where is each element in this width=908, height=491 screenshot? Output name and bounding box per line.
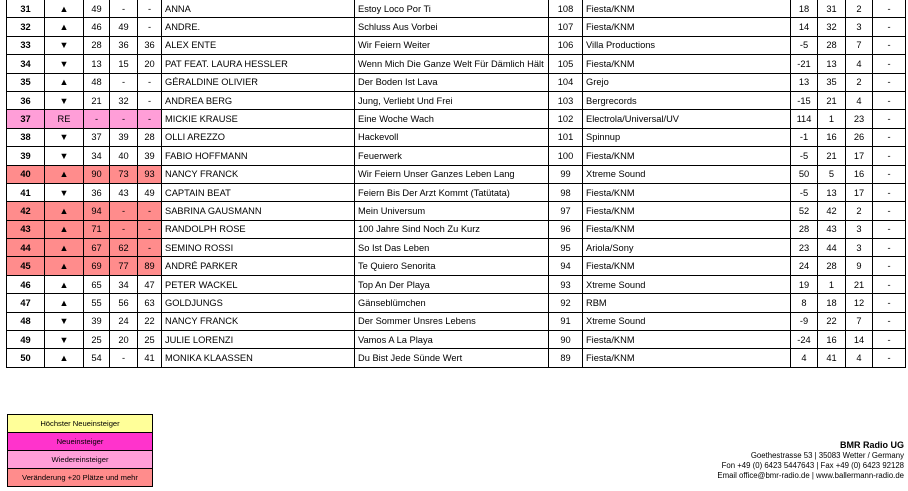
record-label: Ariola/Sony bbox=[583, 239, 791, 257]
previous-week-2: - bbox=[110, 349, 138, 367]
previous-week-1: 90 bbox=[84, 165, 110, 183]
previous-week-2: - bbox=[110, 73, 138, 91]
weeks-in-chart: 3 bbox=[846, 18, 873, 36]
previous-week-2: 73 bbox=[110, 165, 138, 183]
artist-name: ANNA bbox=[162, 0, 355, 18]
previous-week-3: - bbox=[138, 239, 162, 257]
previous-week-2: 15 bbox=[110, 55, 138, 73]
points: 98 bbox=[549, 183, 583, 201]
points: 101 bbox=[549, 128, 583, 146]
extra-value: - bbox=[873, 349, 906, 367]
previous-week-1: 37 bbox=[84, 128, 110, 146]
peak-position: 21 bbox=[818, 91, 846, 109]
weeks-in-chart: 2 bbox=[846, 0, 873, 18]
previous-week-1: 69 bbox=[84, 257, 110, 275]
previous-week-2: 77 bbox=[110, 257, 138, 275]
weeks-in-chart: 23 bbox=[846, 110, 873, 128]
weeks-in-chart: 17 bbox=[846, 183, 873, 201]
company-info bbox=[717, 439, 904, 481]
weeks-in-chart: 21 bbox=[846, 275, 873, 293]
points: 93 bbox=[549, 275, 583, 293]
record-label: Fiesta/KNM bbox=[583, 349, 791, 367]
previous-week-1: 65 bbox=[84, 275, 110, 293]
record-label: Fiesta/KNM bbox=[583, 147, 791, 165]
points: 91 bbox=[549, 312, 583, 330]
points: 107 bbox=[549, 18, 583, 36]
points: 106 bbox=[549, 36, 583, 54]
song-title: Schluss Aus Vorbei bbox=[355, 18, 549, 36]
previous-week-2: 62 bbox=[110, 239, 138, 257]
previous-week-2: 43 bbox=[110, 183, 138, 201]
change-value: -5 bbox=[791, 147, 818, 165]
legend-item: Wiedereinsteiger bbox=[7, 450, 153, 469]
trend-indicator: ▲ bbox=[45, 0, 84, 18]
peak-position: 13 bbox=[818, 55, 846, 73]
points: 104 bbox=[549, 73, 583, 91]
peak-position: 28 bbox=[818, 36, 846, 54]
change-value: 18 bbox=[791, 0, 818, 18]
weeks-in-chart: 2 bbox=[846, 73, 873, 91]
peak-position: 28 bbox=[818, 257, 846, 275]
table-row bbox=[7, 165, 906, 183]
table-row bbox=[7, 312, 906, 330]
table-row bbox=[7, 18, 906, 36]
previous-week-3: 89 bbox=[138, 257, 162, 275]
extra-value: - bbox=[873, 36, 906, 54]
table-row bbox=[7, 331, 906, 349]
previous-week-3: 28 bbox=[138, 128, 162, 146]
previous-week-3: 47 bbox=[138, 275, 162, 293]
table-row bbox=[7, 257, 906, 275]
record-label: Spinnup bbox=[583, 128, 791, 146]
weeks-in-chart: 2 bbox=[846, 202, 873, 220]
record-label: Grejo bbox=[583, 73, 791, 91]
chart-position: 45 bbox=[7, 257, 45, 275]
record-label: RBM bbox=[583, 294, 791, 312]
song-title: Wenn Mich Die Ganze Welt Für Dämlich Hält bbox=[355, 55, 549, 73]
chart-position: 37 bbox=[7, 110, 45, 128]
points: 102 bbox=[549, 110, 583, 128]
previous-week-2: - bbox=[110, 0, 138, 18]
chart-position: 43 bbox=[7, 220, 45, 238]
extra-value: - bbox=[873, 312, 906, 330]
record-label: Fiesta/KNM bbox=[583, 55, 791, 73]
weeks-in-chart: 4 bbox=[846, 91, 873, 109]
points: 92 bbox=[549, 294, 583, 312]
artist-name: OLLI AREZZO bbox=[162, 128, 355, 146]
peak-position: 35 bbox=[818, 73, 846, 91]
chart-position: 46 bbox=[7, 275, 45, 293]
peak-position: 16 bbox=[818, 331, 846, 349]
change-value: 8 bbox=[791, 294, 818, 312]
artist-name: SABRINA GAUSMANN bbox=[162, 202, 355, 220]
previous-week-1: 94 bbox=[84, 202, 110, 220]
change-value: 24 bbox=[791, 257, 818, 275]
change-value: -21 bbox=[791, 55, 818, 73]
trend-indicator: ▼ bbox=[45, 147, 84, 165]
table-row bbox=[7, 128, 906, 146]
chart-position: 38 bbox=[7, 128, 45, 146]
record-label: Xtreme Sound bbox=[583, 165, 791, 183]
song-title: Wir Feiern Weiter bbox=[355, 36, 549, 54]
record-label: Fiesta/KNM bbox=[583, 331, 791, 349]
song-title: 100 Jahre Sind Noch Zu Kurz bbox=[355, 220, 549, 238]
extra-value: - bbox=[873, 128, 906, 146]
artist-name: ANDRÉ PARKER bbox=[162, 257, 355, 275]
company-contact: Email office@bmr-radio.de | www.ballermann-radio.de bbox=[717, 471, 904, 480]
extra-value: - bbox=[873, 110, 906, 128]
chart-position: 36 bbox=[7, 91, 45, 109]
trend-indicator: ▼ bbox=[45, 55, 84, 73]
chart-position: 34 bbox=[7, 55, 45, 73]
points: 95 bbox=[549, 239, 583, 257]
song-title: Vamos A La Playa bbox=[355, 331, 549, 349]
previous-week-1: 48 bbox=[84, 73, 110, 91]
previous-week-1: 55 bbox=[84, 294, 110, 312]
table-row bbox=[7, 239, 906, 257]
trend-indicator: ▲ bbox=[45, 239, 84, 257]
record-label: Villa Productions bbox=[583, 36, 791, 54]
change-value: -5 bbox=[791, 36, 818, 54]
chart-position: 44 bbox=[7, 239, 45, 257]
points: 108 bbox=[549, 0, 583, 18]
record-label: Fiesta/KNM bbox=[583, 0, 791, 18]
chart-position: 35 bbox=[7, 73, 45, 91]
peak-position: 22 bbox=[818, 312, 846, 330]
previous-week-2: 49 bbox=[110, 18, 138, 36]
table-row bbox=[7, 220, 906, 238]
legend bbox=[7, 415, 153, 487]
previous-week-3: 22 bbox=[138, 312, 162, 330]
previous-week-3: - bbox=[138, 73, 162, 91]
artist-name: ANDREA BERG bbox=[162, 91, 355, 109]
points: 90 bbox=[549, 331, 583, 349]
previous-week-3: - bbox=[138, 220, 162, 238]
points: 103 bbox=[549, 91, 583, 109]
weeks-in-chart: 3 bbox=[846, 220, 873, 238]
weeks-in-chart: 4 bbox=[846, 55, 873, 73]
previous-week-1: 13 bbox=[84, 55, 110, 73]
change-value: -9 bbox=[791, 312, 818, 330]
table-row bbox=[7, 294, 906, 312]
song-title: Jung, Verliebt Und Frei bbox=[355, 91, 549, 109]
chart-position: 31 bbox=[7, 0, 45, 18]
song-title: Te Quiero Senorita bbox=[355, 257, 549, 275]
artist-name: FABIO HOFFMANN bbox=[162, 147, 355, 165]
record-label: Fiesta/KNM bbox=[583, 183, 791, 201]
peak-position: 43 bbox=[818, 220, 846, 238]
peak-position: 5 bbox=[818, 165, 846, 183]
change-value: 13 bbox=[791, 73, 818, 91]
previous-week-1: 25 bbox=[84, 331, 110, 349]
change-value: -24 bbox=[791, 331, 818, 349]
table-row bbox=[7, 275, 906, 293]
previous-week-2: - bbox=[110, 202, 138, 220]
trend-indicator: ▲ bbox=[45, 294, 84, 312]
record-label: Fiesta/KNM bbox=[583, 220, 791, 238]
trend-indicator: ▲ bbox=[45, 257, 84, 275]
chart-position: 39 bbox=[7, 147, 45, 165]
extra-value: - bbox=[873, 0, 906, 18]
trend-indicator: ▲ bbox=[45, 275, 84, 293]
points: 94 bbox=[549, 257, 583, 275]
trend-indicator: ▲ bbox=[45, 73, 84, 91]
artist-name: GÉRALDINE OLIVIER bbox=[162, 73, 355, 91]
artist-name: NANCY FRANCK bbox=[162, 312, 355, 330]
company-address: Goethestrasse 53 | 35083 Wetter / Germany bbox=[750, 451, 904, 460]
previous-week-1: 71 bbox=[84, 220, 110, 238]
extra-value: - bbox=[873, 202, 906, 220]
song-title: Feuerwerk bbox=[355, 147, 549, 165]
previous-week-3: 36 bbox=[138, 36, 162, 54]
chart-body bbox=[7, 0, 906, 367]
weeks-in-chart: 7 bbox=[846, 312, 873, 330]
previous-week-2: 56 bbox=[110, 294, 138, 312]
table-row bbox=[7, 349, 906, 367]
trend-indicator: ▲ bbox=[45, 165, 84, 183]
previous-week-2: - bbox=[110, 220, 138, 238]
peak-position: 18 bbox=[818, 294, 846, 312]
chart-position: 48 bbox=[7, 312, 45, 330]
previous-week-1: 49 bbox=[84, 0, 110, 18]
previous-week-3: 41 bbox=[138, 349, 162, 367]
previous-week-2: 36 bbox=[110, 36, 138, 54]
previous-week-3: - bbox=[138, 202, 162, 220]
change-value: 19 bbox=[791, 275, 818, 293]
extra-value: - bbox=[873, 55, 906, 73]
trend-indicator: ▼ bbox=[45, 183, 84, 201]
table-row bbox=[7, 73, 906, 91]
extra-value: - bbox=[873, 183, 906, 201]
extra-value: - bbox=[873, 294, 906, 312]
trend-indicator: ▼ bbox=[45, 312, 84, 330]
peak-position: 16 bbox=[818, 128, 846, 146]
table-row bbox=[7, 202, 906, 220]
points: 96 bbox=[549, 220, 583, 238]
weeks-in-chart: 9 bbox=[846, 257, 873, 275]
peak-position: 42 bbox=[818, 202, 846, 220]
extra-value: - bbox=[873, 275, 906, 293]
artist-name: CAPTAIN BEAT bbox=[162, 183, 355, 201]
chart-position: 33 bbox=[7, 36, 45, 54]
chart-position: 50 bbox=[7, 349, 45, 367]
weeks-in-chart: 4 bbox=[846, 349, 873, 367]
previous-week-3: 39 bbox=[138, 147, 162, 165]
previous-week-2: - bbox=[110, 110, 138, 128]
previous-week-1: 54 bbox=[84, 349, 110, 367]
points: 99 bbox=[549, 165, 583, 183]
trend-indicator: ▼ bbox=[45, 36, 84, 54]
artist-name: NANCY FRANCK bbox=[162, 165, 355, 183]
chart-position: 49 bbox=[7, 331, 45, 349]
previous-week-3: 49 bbox=[138, 183, 162, 201]
previous-week-3: 25 bbox=[138, 331, 162, 349]
change-value: -15 bbox=[791, 91, 818, 109]
peak-position: 31 bbox=[818, 0, 846, 18]
previous-week-1: 36 bbox=[84, 183, 110, 201]
previous-week-1: 28 bbox=[84, 36, 110, 54]
legend-item: Veränderung +20 Plätze und mehr bbox=[7, 468, 153, 487]
previous-week-3: 20 bbox=[138, 55, 162, 73]
trend-indicator: ▼ bbox=[45, 128, 84, 146]
song-title: Hackevoll bbox=[355, 128, 549, 146]
extra-value: - bbox=[873, 91, 906, 109]
record-label: Electrola/Universal/UV bbox=[583, 110, 791, 128]
record-label: Xtreme Sound bbox=[583, 275, 791, 293]
song-title: Wir Feiern Unser Ganzes Leben Lang bbox=[355, 165, 549, 183]
song-title: So Ist Das Leben bbox=[355, 239, 549, 257]
trend-indicator: ▲ bbox=[45, 220, 84, 238]
table-row bbox=[7, 110, 906, 128]
peak-position: 1 bbox=[818, 275, 846, 293]
change-value: 23 bbox=[791, 239, 818, 257]
points: 97 bbox=[549, 202, 583, 220]
record-label: Fiesta/KNM bbox=[583, 257, 791, 275]
artist-name: RANDOLPH ROSE bbox=[162, 220, 355, 238]
table-row bbox=[7, 183, 906, 201]
change-value: -1 bbox=[791, 128, 818, 146]
change-value: 114 bbox=[791, 110, 818, 128]
points: 105 bbox=[549, 55, 583, 73]
extra-value: - bbox=[873, 165, 906, 183]
record-label: Fiesta/KNM bbox=[583, 202, 791, 220]
company-name: BMR Radio UG bbox=[840, 440, 904, 450]
previous-week-1: 67 bbox=[84, 239, 110, 257]
song-title: Gänseblümchen bbox=[355, 294, 549, 312]
extra-value: - bbox=[873, 331, 906, 349]
extra-value: - bbox=[873, 147, 906, 165]
chart-table bbox=[6, 0, 906, 368]
song-title: Der Boden Ist Lava bbox=[355, 73, 549, 91]
change-value: -5 bbox=[791, 183, 818, 201]
table-row bbox=[7, 147, 906, 165]
artist-name: PETER WACKEL bbox=[162, 275, 355, 293]
table-row bbox=[7, 0, 906, 18]
song-title: Eine Woche Wach bbox=[355, 110, 549, 128]
previous-week-1: 39 bbox=[84, 312, 110, 330]
company-phone: Fon +49 (0) 6423 5447643 | Fax +49 (0) 6423 92128 bbox=[721, 461, 904, 470]
artist-name: ANDRE. bbox=[162, 18, 355, 36]
song-title: Du Bist Jede Sünde Wert bbox=[355, 349, 549, 367]
extra-value: - bbox=[873, 220, 906, 238]
previous-week-2: 40 bbox=[110, 147, 138, 165]
chart-position: 41 bbox=[7, 183, 45, 201]
weeks-in-chart: 17 bbox=[846, 147, 873, 165]
points: 89 bbox=[549, 349, 583, 367]
artist-name: PAT FEAT. LAURA HESSLER bbox=[162, 55, 355, 73]
previous-week-3: 63 bbox=[138, 294, 162, 312]
previous-week-2: 34 bbox=[110, 275, 138, 293]
change-value: 4 bbox=[791, 349, 818, 367]
previous-week-3: - bbox=[138, 91, 162, 109]
weeks-in-chart: 12 bbox=[846, 294, 873, 312]
trend-indicator: ▲ bbox=[45, 349, 84, 367]
chart-position: 40 bbox=[7, 165, 45, 183]
trend-indicator: ▼ bbox=[45, 331, 84, 349]
extra-value: - bbox=[873, 239, 906, 257]
trend-indicator: RE bbox=[45, 110, 84, 128]
artist-name: ALEX ENTE bbox=[162, 36, 355, 54]
song-title: Top An Der Playa bbox=[355, 275, 549, 293]
weeks-in-chart: 16 bbox=[846, 165, 873, 183]
peak-position: 21 bbox=[818, 147, 846, 165]
chart-position: 32 bbox=[7, 18, 45, 36]
change-value: 14 bbox=[791, 18, 818, 36]
previous-week-2: 20 bbox=[110, 331, 138, 349]
trend-indicator: ▼ bbox=[45, 91, 84, 109]
previous-week-3: - bbox=[138, 110, 162, 128]
table-row bbox=[7, 55, 906, 73]
previous-week-2: 39 bbox=[110, 128, 138, 146]
song-title: Feiern Bis Der Arzt Kommt (Tatütata) bbox=[355, 183, 549, 201]
weeks-in-chart: 14 bbox=[846, 331, 873, 349]
previous-week-3: - bbox=[138, 18, 162, 36]
peak-position: 41 bbox=[818, 349, 846, 367]
legend-item: Höchster Neueinsteiger bbox=[7, 414, 153, 433]
previous-week-2: 32 bbox=[110, 91, 138, 109]
previous-week-1: 34 bbox=[84, 147, 110, 165]
change-value: 50 bbox=[791, 165, 818, 183]
record-label: Xtreme Sound bbox=[583, 312, 791, 330]
extra-value: - bbox=[873, 257, 906, 275]
song-title: Der Sommer Unsres Lebens bbox=[355, 312, 549, 330]
artist-name: SEMINO ROSSI bbox=[162, 239, 355, 257]
artist-name: JULIE LORENZI bbox=[162, 331, 355, 349]
peak-position: 32 bbox=[818, 18, 846, 36]
peak-position: 44 bbox=[818, 239, 846, 257]
extra-value: - bbox=[873, 18, 906, 36]
previous-week-3: 93 bbox=[138, 165, 162, 183]
previous-week-3: - bbox=[138, 0, 162, 18]
weeks-in-chart: 3 bbox=[846, 239, 873, 257]
song-title: Estoy Loco Por Ti bbox=[355, 0, 549, 18]
trend-indicator: ▲ bbox=[45, 18, 84, 36]
change-value: 28 bbox=[791, 220, 818, 238]
previous-week-1: - bbox=[84, 110, 110, 128]
table-row bbox=[7, 36, 906, 54]
weeks-in-chart: 7 bbox=[846, 36, 873, 54]
weeks-in-chart: 26 bbox=[846, 128, 873, 146]
table-row bbox=[7, 91, 906, 109]
artist-name: MICKIE KRAUSE bbox=[162, 110, 355, 128]
chart-position: 42 bbox=[7, 202, 45, 220]
chart-position: 47 bbox=[7, 294, 45, 312]
trend-indicator: ▲ bbox=[45, 202, 84, 220]
peak-position: 13 bbox=[818, 183, 846, 201]
artist-name: GOLDJUNGS bbox=[162, 294, 355, 312]
record-label: Fiesta/KNM bbox=[583, 18, 791, 36]
artist-name: MONIKA KLAASSEN bbox=[162, 349, 355, 367]
record-label: Bergrecords bbox=[583, 91, 791, 109]
points: 100 bbox=[549, 147, 583, 165]
peak-position: 1 bbox=[818, 110, 846, 128]
previous-week-1: 46 bbox=[84, 18, 110, 36]
previous-week-1: 21 bbox=[84, 91, 110, 109]
song-title: Mein Universum bbox=[355, 202, 549, 220]
extra-value: - bbox=[873, 73, 906, 91]
legend-item: Neueinsteiger bbox=[7, 432, 153, 451]
previous-week-2: 24 bbox=[110, 312, 138, 330]
change-value: 52 bbox=[791, 202, 818, 220]
